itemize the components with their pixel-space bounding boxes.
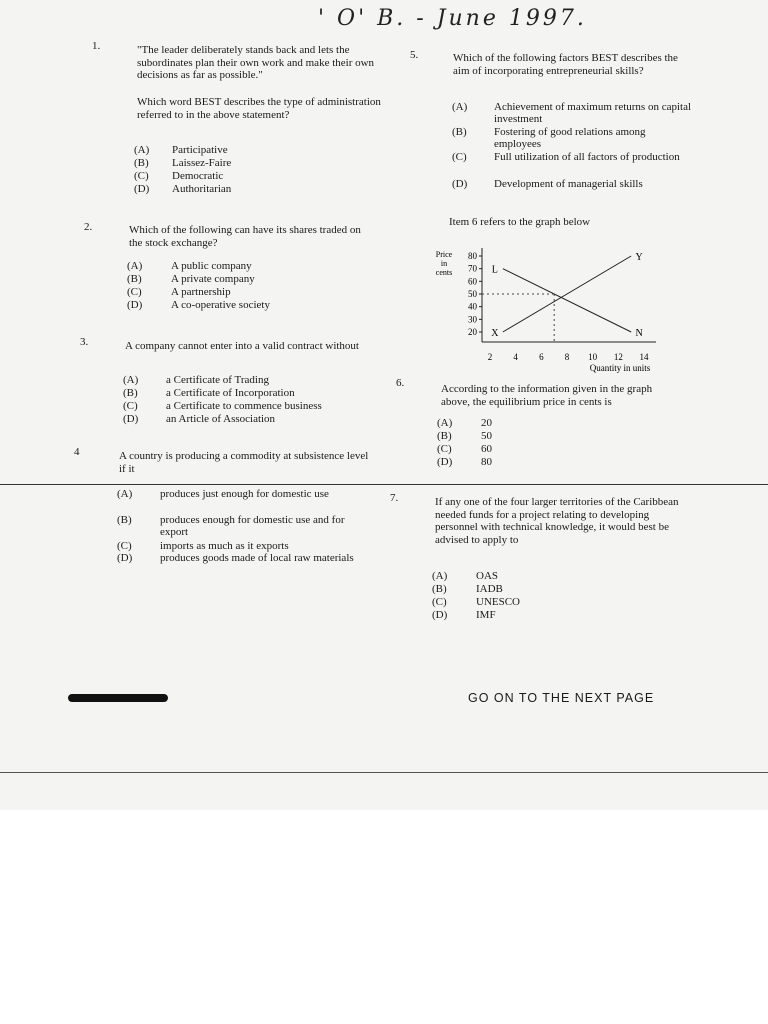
q1-option-c[interactable]: (C) Democratic [134, 170, 224, 182]
x-tick-label: 6 [539, 352, 544, 362]
y-tick-label: 50 [468, 289, 477, 299]
q6-option-b[interactable]: (B) 50 [437, 430, 492, 442]
q5-option-b[interactable]: (B) Fostering of good relations among employees [452, 126, 646, 150]
series-start-label: X [491, 328, 499, 339]
q2-number: 2. [84, 221, 93, 233]
q5-stem: Which of the following factors BEST describes the aim of incorporating entrepreneurial skills? [453, 52, 678, 77]
series-start-label: L [491, 264, 498, 276]
q2-stem: Which of the following can have its shares traded on the stock exchange? [129, 224, 361, 249]
q5-option-c[interactable]: (C) Full utilization of all factors of production [452, 151, 680, 163]
q4-number: 4 [74, 446, 80, 458]
q6-option-a[interactable]: (A) 20 [437, 417, 492, 429]
y-tick-label: 70 [468, 263, 477, 274]
q4-option-a[interactable]: (A) produces just enough for domestic use [117, 488, 329, 500]
q2-option-a[interactable]: (A) A public company [127, 260, 252, 272]
x-tick-label: 10 [588, 352, 598, 362]
x-tick-label: 14 [639, 352, 649, 362]
x-tick-label: 8 [564, 352, 570, 362]
q7-stem: If any one of the four larger territories of the Caribbean needed funds for a project relating to developing personnel with technical knowledge, it would best be advised to apply to [435, 496, 679, 546]
x-axis-label: Quantity in units [589, 363, 651, 373]
q4-option-c[interactable]: (C) imports as much as it exports [117, 540, 289, 552]
q7-option-d[interactable]: (D) IMF [432, 609, 496, 621]
y-tick-label: 40 [468, 301, 477, 312]
supply-demand-graph [430, 242, 670, 377]
q5-option-a[interactable]: (A) Achievement of maximum returns on capital investment [452, 101, 692, 125]
q2-option-b[interactable]: (B) A private company [127, 273, 255, 285]
q1-option-a[interactable]: (A) Participative [134, 144, 228, 156]
q1-option-b[interactable]: (B) Laissez-Faire [134, 157, 232, 169]
handwritten-header: ' O' B. - June 1997. [318, 6, 587, 31]
y-axis-label: cents [435, 268, 453, 277]
q7-option-a[interactable]: (A) OAS [432, 570, 499, 582]
item6-intro: Item 6 refers to the graph below [449, 216, 591, 228]
x-tick-label: 2 [487, 352, 493, 362]
q6-number: 6. [396, 377, 405, 389]
y-axis-label: in [440, 259, 448, 268]
q1-option-d[interactable]: (D) Authoritarian [134, 183, 232, 195]
y-tick-label: 20 [468, 327, 477, 337]
q5-number: 5. [410, 49, 419, 61]
graph-lines [482, 252, 643, 342]
q3-number: 3. [80, 336, 89, 348]
q1-stem: "The leader deliberately stands back and lets the subordinates plan their own work and make their own decisions as far as possible." [137, 44, 375, 81]
q3-option-c[interactable]: (C) a Certificate to commence business [123, 400, 322, 412]
q7-number: 7. [390, 492, 399, 504]
q3-stem: A company cannot enter into a valid contract without [125, 340, 359, 352]
go-on-text: GO ON TO THE NEXT PAGE [468, 691, 655, 705]
q1-number: 1. [92, 40, 101, 52]
y-tick-label: 80 [468, 251, 477, 261]
q7-option-b[interactable]: (B) IADB [432, 583, 503, 595]
x-tick-label: 12 [613, 352, 623, 362]
q2-option-d[interactable]: (D) A co-operative society [127, 299, 270, 311]
y-tick-label: 60 [468, 276, 477, 287]
series-end-label: Y [635, 252, 643, 263]
q4-option-b[interactable]: (B) produces enough for domestic use and for export [117, 514, 345, 538]
q6-option-c[interactable]: (C) 60 [437, 443, 492, 455]
q3-option-b[interactable]: (B) a Certificate of Incorporation [123, 387, 295, 399]
q1-prompt: Which word BEST describes the type of administration referred to in the above statement? [137, 96, 381, 121]
q6-option-d[interactable]: (D) 80 [437, 456, 492, 468]
q2-option-c[interactable]: (C) A partnership [127, 286, 231, 298]
q3-option-d[interactable]: (D) an Article of Association [123, 413, 276, 425]
ink-blot [68, 694, 168, 702]
y-tick-label: 30 [468, 314, 477, 325]
bottom-edge-line [0, 772, 768, 773]
q5-option-d[interactable]: (D) Development of managerial skills [452, 178, 643, 190]
q3-option-a[interactable]: (A) a Certificate of Trading [123, 374, 269, 386]
q4-option-d[interactable]: (D) produces goods made of local raw materials [117, 552, 354, 564]
q7-option-c[interactable]: (C) UNESCO [432, 596, 521, 608]
q4-stem: A country is producing a commodity at subsistence level if it [119, 450, 369, 475]
series-end-label: N [635, 328, 643, 339]
y-axis-label: Price [435, 250, 453, 259]
x-tick-label: 4 [513, 352, 518, 362]
series-line-ln [503, 269, 631, 332]
page-fold-line [0, 484, 768, 485]
q6-stem: According to the information given in the graph above, the equilibrium price in cents is [441, 383, 653, 408]
